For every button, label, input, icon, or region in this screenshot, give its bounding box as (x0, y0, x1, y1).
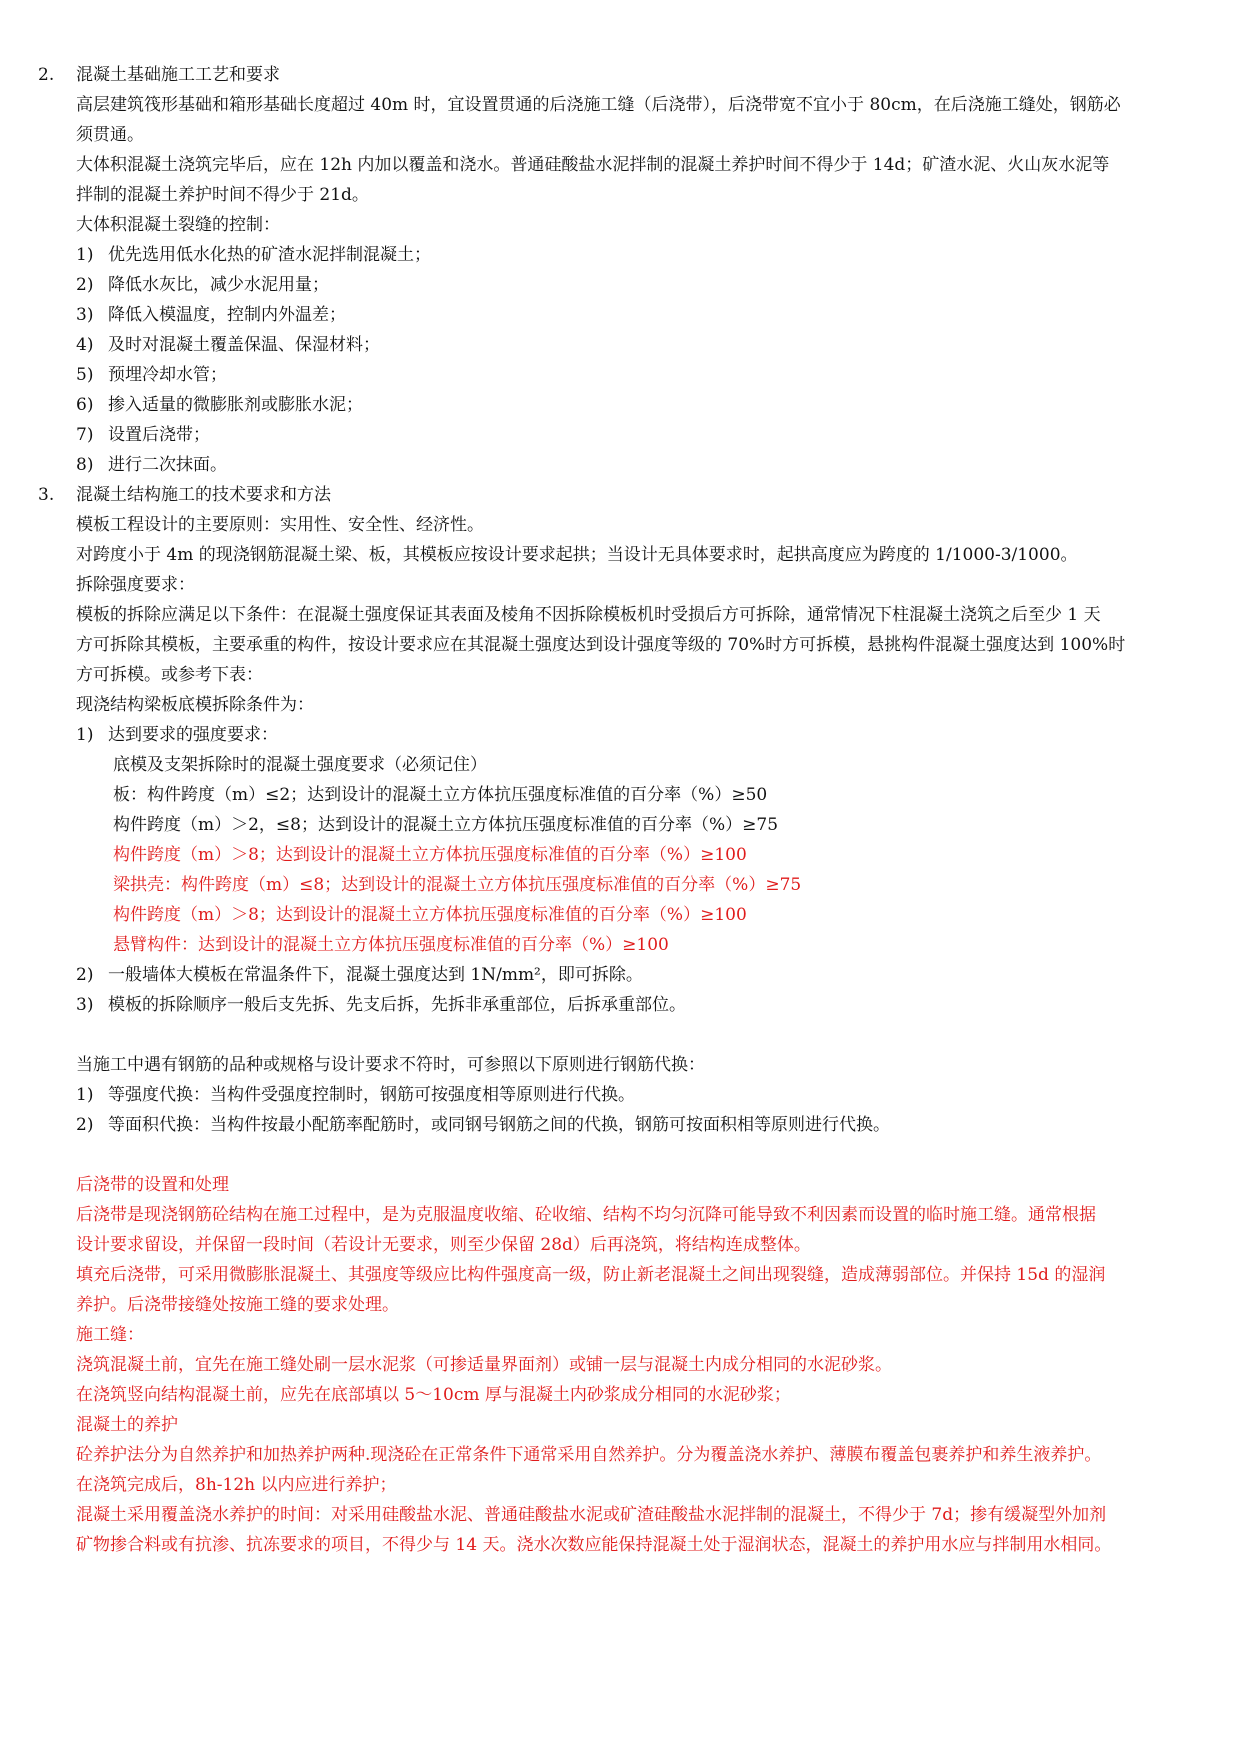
list-text: 等强度代换：当构件受强度控制时，钢筋可按强度相等原则进行代换。 (108, 1085, 635, 1105)
list-item (76, 244, 431, 266)
red-paragraph-line: 养护。后浇带接缝处按施工缝的要求处理。 (76, 1295, 399, 1315)
section-heading-2 (38, 64, 280, 86)
paragraph-line: 高层建筑筏形基础和箱形基础长度超过 40m 时，宜设置贯通的后浇施工缝（后浇带），后浇带宽不宜小于 80cm，在后浇施工缝处，钢筋必 (76, 95, 1121, 115)
strength-requirement-line: 构件跨度（m）＞8；达到设计的混凝土立方体抗压强度标准值的百分率（%）≥100 (113, 845, 747, 865)
strength-requirement-line: 悬臂构件：达到设计的混凝土立方体抗压强度标准值的百分率（%）≥100 (113, 935, 669, 955)
red-paragraph-line: 填充后浇带，可采用微膨胀混凝土、其强度等级应比构件强度高一级，防止新老混凝土之间出现裂缝，造成薄弱部位。并保持 15d 的湿润 (76, 1265, 1106, 1285)
list-item (76, 1114, 890, 1136)
red-paragraph-line: 矿物掺合料或有抗渗、抗冻要求的项目，不得少与 14 天。浇水次数应能保持混凝土处于湿润状态，混凝土的养护用水应与拌制用水相同。 (76, 1535, 1112, 1555)
red-paragraph-line: 后浇带是现浇钢筋砼结构在施工过程中，是为克服温度收缩、砼收缩、结构不均匀沉降可能导致不利因素而设置的临时施工缝。通常根据 (76, 1205, 1096, 1225)
list-number: 2) (76, 965, 94, 985)
list-item (76, 424, 210, 446)
list-item (76, 364, 227, 386)
list-item (76, 304, 346, 326)
red-heading: 混凝土的养护 (76, 1415, 178, 1435)
list-text: 掺入适量的微膨胀剂或膨胀水泥； (108, 395, 363, 415)
red-paragraph-line: 在浇筑竖向结构混凝土前，应先在底部填以 5～10cm 厚与混凝土内砂浆成分相同的水泥砂浆； (76, 1385, 791, 1405)
strength-requirement-line: 构件跨度（m）＞2，≤8；达到设计的混凝土立方体抗压强度标准值的百分率（%）≥75 (113, 815, 779, 835)
list-item (76, 334, 380, 356)
paragraph-line: 大体积混凝土浇筑完毕后，应在 12h 内加以覆盖和浇水。普通硅酸盐水泥拌制的混凝土养护时间不得少于 14d；矿渣水泥、火山灰水泥等 (76, 155, 1110, 175)
paragraph-line: 现浇结构梁板底模拆除条件为： (76, 695, 314, 715)
list-number: 1) (76, 245, 94, 265)
paragraph-line: 模板工程设计的主要原则：实用性、安全性、经济性。 (76, 515, 484, 535)
red-paragraph-line: 混凝土采用覆盖浇水养护的时间：对采用硅酸盐水泥、普通硅酸盐水泥或矿渣硅酸盐水泥拌制的混凝土，不得少于 7d；掺有缓凝型外加剂 (76, 1505, 1107, 1525)
list-number: 5) (76, 365, 94, 385)
red-paragraph-line: 浇筑混凝土前，宜先在施工缝处刷一层水泥浆（可掺适量界面剂）或铺一层与混凝土内成分相同的水泥砂浆。 (76, 1355, 892, 1375)
list-text: 设置后浇带； (108, 425, 210, 445)
list-text: 降低入模温度，控制内外温差； (108, 305, 346, 325)
paragraph-line: 对跨度小于 4m 的现浇钢筋混凝土梁、板，其模板应按设计要求起拱；当设计无具体要求时，起拱高度应为跨度的 1/1000-3/1000。 (76, 545, 1078, 565)
list-item (76, 964, 643, 986)
list-number: 6) (76, 395, 94, 415)
red-heading: 施工缝： (76, 1325, 144, 1345)
list-number: 2) (76, 275, 94, 295)
list-text: 模板的拆除顺序一般后支先拆、先支后拆，先拆非承重部位，后拆承重部位。 (108, 995, 686, 1015)
list-text: 达到要求的强度要求： (108, 725, 278, 745)
list-number: 4) (76, 335, 94, 355)
red-heading: 后浇带的设置和处理 (76, 1175, 229, 1195)
list-item (76, 274, 329, 296)
list-item (76, 724, 278, 746)
list-number: 3) (76, 995, 94, 1015)
list-number: 2) (76, 1115, 94, 1135)
section-number: 3. (38, 485, 55, 505)
strength-requirement-line: 底模及支架拆除时的混凝土强度要求（必须记住） (113, 755, 487, 775)
list-item (76, 394, 363, 416)
list-text: 等面积代换：当构件按最小配筋率配筋时，或同钢号钢筋之间的代换，钢筋可按面积相等原则进行代换。 (108, 1115, 890, 1135)
list-number: 8) (76, 455, 94, 475)
paragraph-line: 拆除强度要求： (76, 575, 195, 595)
strength-requirement-line: 板：构件跨度（m）≤2；达到设计的混凝土立方体抗压强度标准值的百分率（%）≥50 (113, 785, 768, 805)
list-text: 一般墙体大模板在常温条件下，混凝土强度达到 1N/mm²，即可拆除。 (108, 965, 643, 985)
list-text: 及时对混凝土覆盖保温、保湿材料； (108, 335, 380, 355)
red-paragraph-line: 在浇筑完成后，8h-12h 以内应进行养护； (76, 1475, 397, 1495)
section-heading-3 (38, 484, 331, 506)
red-paragraph-line: 设计要求留设，并保留一段时间（若设计无要求，则至少保留 28d）后再浇筑，将结构连成整体。 (76, 1235, 811, 1255)
paragraph-line: 方可拆模。或参考下表： (76, 665, 263, 685)
paragraph-line: 模板的拆除应满足以下条件：在混凝土强度保证其表面及棱角不因拆除模板机时受损后方可拆除，通常情况下柱混凝土浇筑之后至少 1 天 (76, 605, 1101, 625)
list-text: 降低水灰比，减少水泥用量； (108, 275, 329, 295)
list-number: 7) (76, 425, 94, 445)
strength-requirement-line: 梁拱壳：构件跨度（m）≤8；达到设计的混凝土立方体抗压强度标准值的百分率（%）≥75 (113, 875, 802, 895)
section-title: 混凝土结构施工的技术要求和方法 (76, 485, 331, 505)
list-number: 3) (76, 305, 94, 325)
list-item (76, 994, 686, 1016)
list-number: 1) (76, 1085, 94, 1105)
list-number: 1) (76, 725, 94, 745)
paragraph-line: 大体积混凝土裂缝的控制： (76, 215, 280, 235)
paragraph-line: 方可拆除其模板，主要承重的构件，按设计要求应在其混凝土强度达到设计强度等级的 70%时方可拆模，悬挑构件混凝土强度达到 100%时 (76, 635, 1126, 655)
section-title: 混凝土基础施工工艺和要求 (76, 65, 280, 85)
paragraph-line: 须贯通。 (76, 125, 144, 145)
list-text: 优先选用低水化热的矿渣水泥拌制混凝土； (108, 245, 431, 265)
list-item (76, 454, 227, 476)
strength-requirement-line: 构件跨度（m）＞8；达到设计的混凝土立方体抗压强度标准值的百分率（%）≥100 (113, 905, 747, 925)
list-text: 进行二次抹面。 (108, 455, 227, 475)
red-paragraph-line: 砼养护法分为自然养护和加热养护两种.现浇砼在正常条件下通常采用自然养护。分为覆盖浇水养护、薄膜布覆盖包裹养护和养生液养护。 (76, 1445, 1102, 1465)
paragraph-line: 当施工中遇有钢筋的品种或规格与设计要求不符时，可参照以下原则进行钢筋代换： (76, 1055, 705, 1075)
section-number: 2. (38, 65, 55, 85)
list-item (76, 1084, 635, 1106)
list-text: 预埋冷却水管； (108, 365, 227, 385)
paragraph-line: 拌制的混凝土养护时间不得少于 21d。 (76, 185, 369, 205)
